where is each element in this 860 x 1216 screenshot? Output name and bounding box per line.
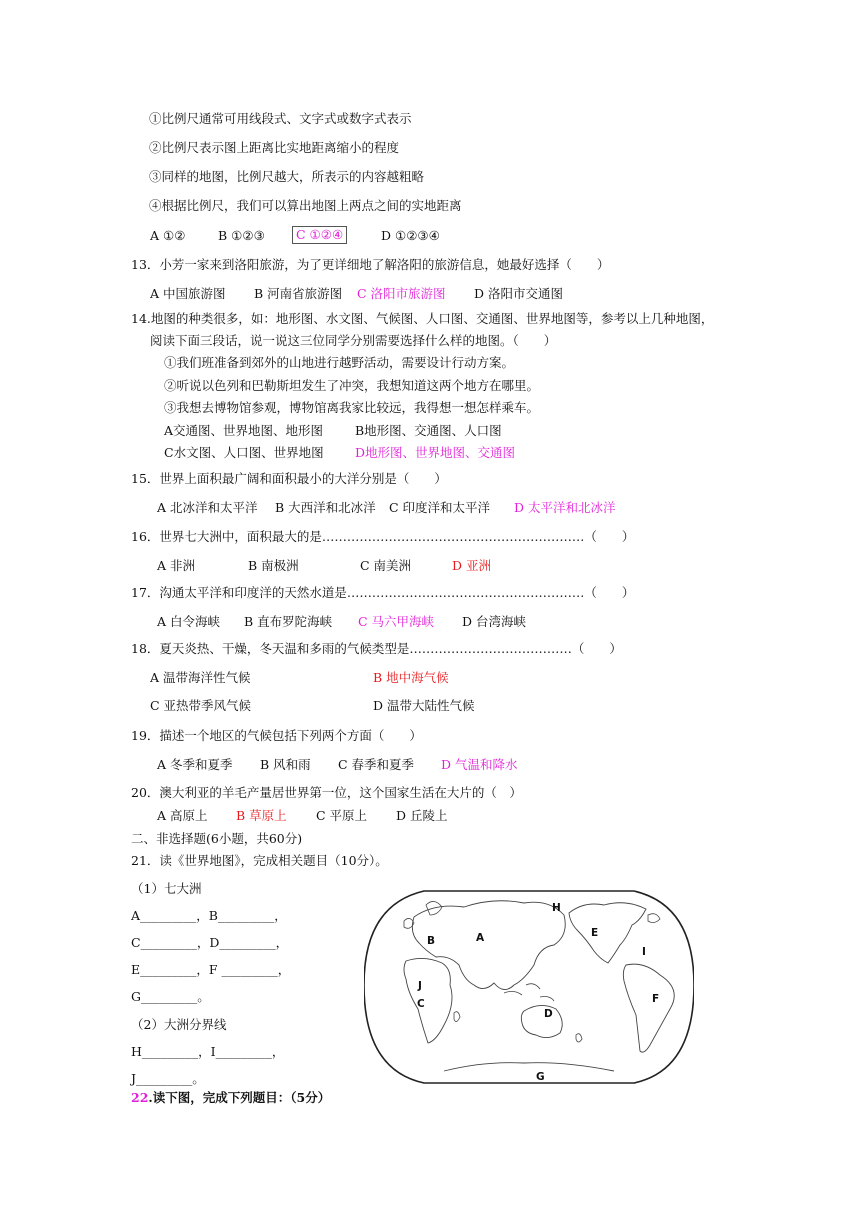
scale-statement-2: ②比例尺表示图上距离比实地距离缩小的程度 xyxy=(149,140,400,155)
map-label-i: I xyxy=(642,946,646,958)
q18-option-b-answer: B 地中海气候 xyxy=(373,670,449,685)
q20-option-c: C 平原上 xyxy=(316,808,368,823)
q21-blank-row: G_________。 xyxy=(131,989,210,1004)
map-label-c: C xyxy=(417,998,425,1010)
q19-option-d-answer: D 气温和降水 xyxy=(441,757,518,772)
map-label-d: D xyxy=(544,1008,553,1020)
q16-stem: 16．世界七大洲中，面积最大的是………………………………………………………（ ） xyxy=(131,529,635,544)
q16-option-c: C 南美洲 xyxy=(360,558,412,573)
scale-option-c-answer: C ①②④ xyxy=(292,226,347,244)
q14-option-d-answer: D地形图、世界地图、交通图 xyxy=(355,445,516,460)
q15-option-a: A 北冰洋和太平洋 xyxy=(157,500,258,515)
q14-stem-line2: 阅读下面三段话，说一说这三位同学分别需要选择什么样的地图。（ ） xyxy=(150,333,557,348)
map-label-f: F xyxy=(652,993,660,1005)
q13-option-d: D 洛阳市交通图 xyxy=(474,286,563,301)
q15-stem: 15．世界上面积最广阔和面积最小的大洋分别是（ ） xyxy=(131,471,447,486)
q16-option-d-answer: D 亚洲 xyxy=(452,558,491,573)
q19-option-c: C 春季和夏季 xyxy=(338,757,415,772)
q14-statement-2: ②听说以色列和巴勒斯坦发生了冲突，我想知道这两个地方在哪里。 xyxy=(164,378,540,393)
q21-part1-label: （1）七大洲 xyxy=(131,881,202,896)
q22-text: .读下图，完成下列题目：（5分） xyxy=(148,1090,331,1105)
q13-option-c-answer: C 洛阳市旅游图 xyxy=(357,286,446,301)
q17-stem: 17．沟通太平洋和印度洋的天然水道是…………………………………………………（ ） xyxy=(131,585,635,600)
q14-option-b: B地形图、交通图、人口图 xyxy=(355,423,502,438)
scale-option-b: B ①②③ xyxy=(218,228,265,243)
q15-option-c: C 印度洋和太平洋 xyxy=(389,500,491,515)
q21-part2-label: （2）大洲分界线 xyxy=(131,1017,227,1032)
q21-blank-row: J_________。 xyxy=(131,1071,205,1086)
q21-blank-row: A_________，B_________， xyxy=(131,908,287,923)
map-label-j: J xyxy=(418,980,422,992)
q22-stem xyxy=(131,1090,330,1106)
scale-option-d: D ①②③④ xyxy=(381,228,440,243)
q17-option-d: D 台湾海峡 xyxy=(462,614,526,629)
section-2-heading: 二、非选择题(6小题，共60分) xyxy=(131,831,303,846)
q14-statement-3: ③我想去博物馆参观，博物馆离我家比较远，我得想一想怎样乘车。 xyxy=(164,400,540,415)
world-map xyxy=(364,885,694,1087)
q13-option-a: A 中国旅游图 xyxy=(150,286,226,301)
q14-option-c: C水文图、人口图、世界地图 xyxy=(164,445,324,460)
q21-blank-row: E_________，F _________， xyxy=(131,962,291,977)
q13-option-b: B 河南省旅游图 xyxy=(254,286,343,301)
q19-stem: 19．描述一个地区的气候包括下列两个方面（ ） xyxy=(131,728,422,743)
map-label-e: E xyxy=(591,927,599,939)
q18-stem: 18．夏天炎热、干燥，冬天温和多雨的气候类型是…………………………………（ ） xyxy=(131,641,622,656)
scale-statement-1: ①比例尺通常可用线段式、文字式或数字式表示 xyxy=(149,111,412,126)
q20-option-d: D 丘陵上 xyxy=(396,808,448,823)
scale-option-a: A ①② xyxy=(150,228,186,243)
q17-option-c-answer: C 马六甲海峡 xyxy=(358,614,435,629)
map-label-b: B xyxy=(427,935,436,947)
q15-option-d-answer: D 太平洋和北冰洋 xyxy=(514,500,616,515)
q14-stem-line1: 14.地图的种类很多，如：地形图、水文图、气候图、人口图、交通图、世界地图等，参考以上几种地图， xyxy=(131,311,714,326)
q21-stem: 21．读《世界地图》，完成相关题目（10分）。 xyxy=(131,853,388,868)
q21-blank-row: H_________，I_________， xyxy=(131,1044,285,1059)
q18-option-a: A 温带海洋性气候 xyxy=(150,670,251,685)
q15-option-b: B 大西洋和北冰洋 xyxy=(275,500,376,515)
q18-option-d: D 温带大陆性气候 xyxy=(373,698,475,713)
scale-statement-4: ④根据比例尺，我们可以算出地图上两点之间的实地距离 xyxy=(149,198,462,213)
q20-stem: 20．澳大利亚的羊毛产量居世界第一位，这个国家生活在大片的（ ） xyxy=(131,785,522,800)
q20-option-b-answer: B 草原上 xyxy=(236,808,287,823)
q21-blank-row: C_________，D_________， xyxy=(131,935,289,950)
scale-statement-3: ③同样的地图，比例尺越大，所表示的内容越粗略 xyxy=(149,169,425,184)
map-label-h: H xyxy=(552,902,561,914)
q19-option-b: B 风和雨 xyxy=(260,757,311,772)
q16-option-b: B 南极洲 xyxy=(248,558,299,573)
q17-option-b: B 直布罗陀海峡 xyxy=(244,614,333,629)
q16-option-a: A 非洲 xyxy=(157,558,196,573)
q18-option-c: C 亚热带季风气候 xyxy=(150,698,252,713)
q13-stem: 13．小芳一家来到洛阳旅游，为了更详细地了解洛阳的旅游信息，她最好选择（ ） xyxy=(131,257,610,272)
q14-option-a: A交通图、世界地图、地形图 xyxy=(164,423,324,438)
q17-option-a: A 白令海峡 xyxy=(157,614,221,629)
q19-option-a: A 冬季和夏季 xyxy=(157,757,233,772)
q20-option-a: A 高原上 xyxy=(157,808,208,823)
map-label-a: A xyxy=(476,932,485,944)
map-label-g: G xyxy=(536,1071,545,1083)
q22-number: 22 xyxy=(131,1090,149,1105)
q14-statement-1: ①我们班准备到郊外的山地进行越野活动，需要设计行动方案。 xyxy=(164,355,515,370)
